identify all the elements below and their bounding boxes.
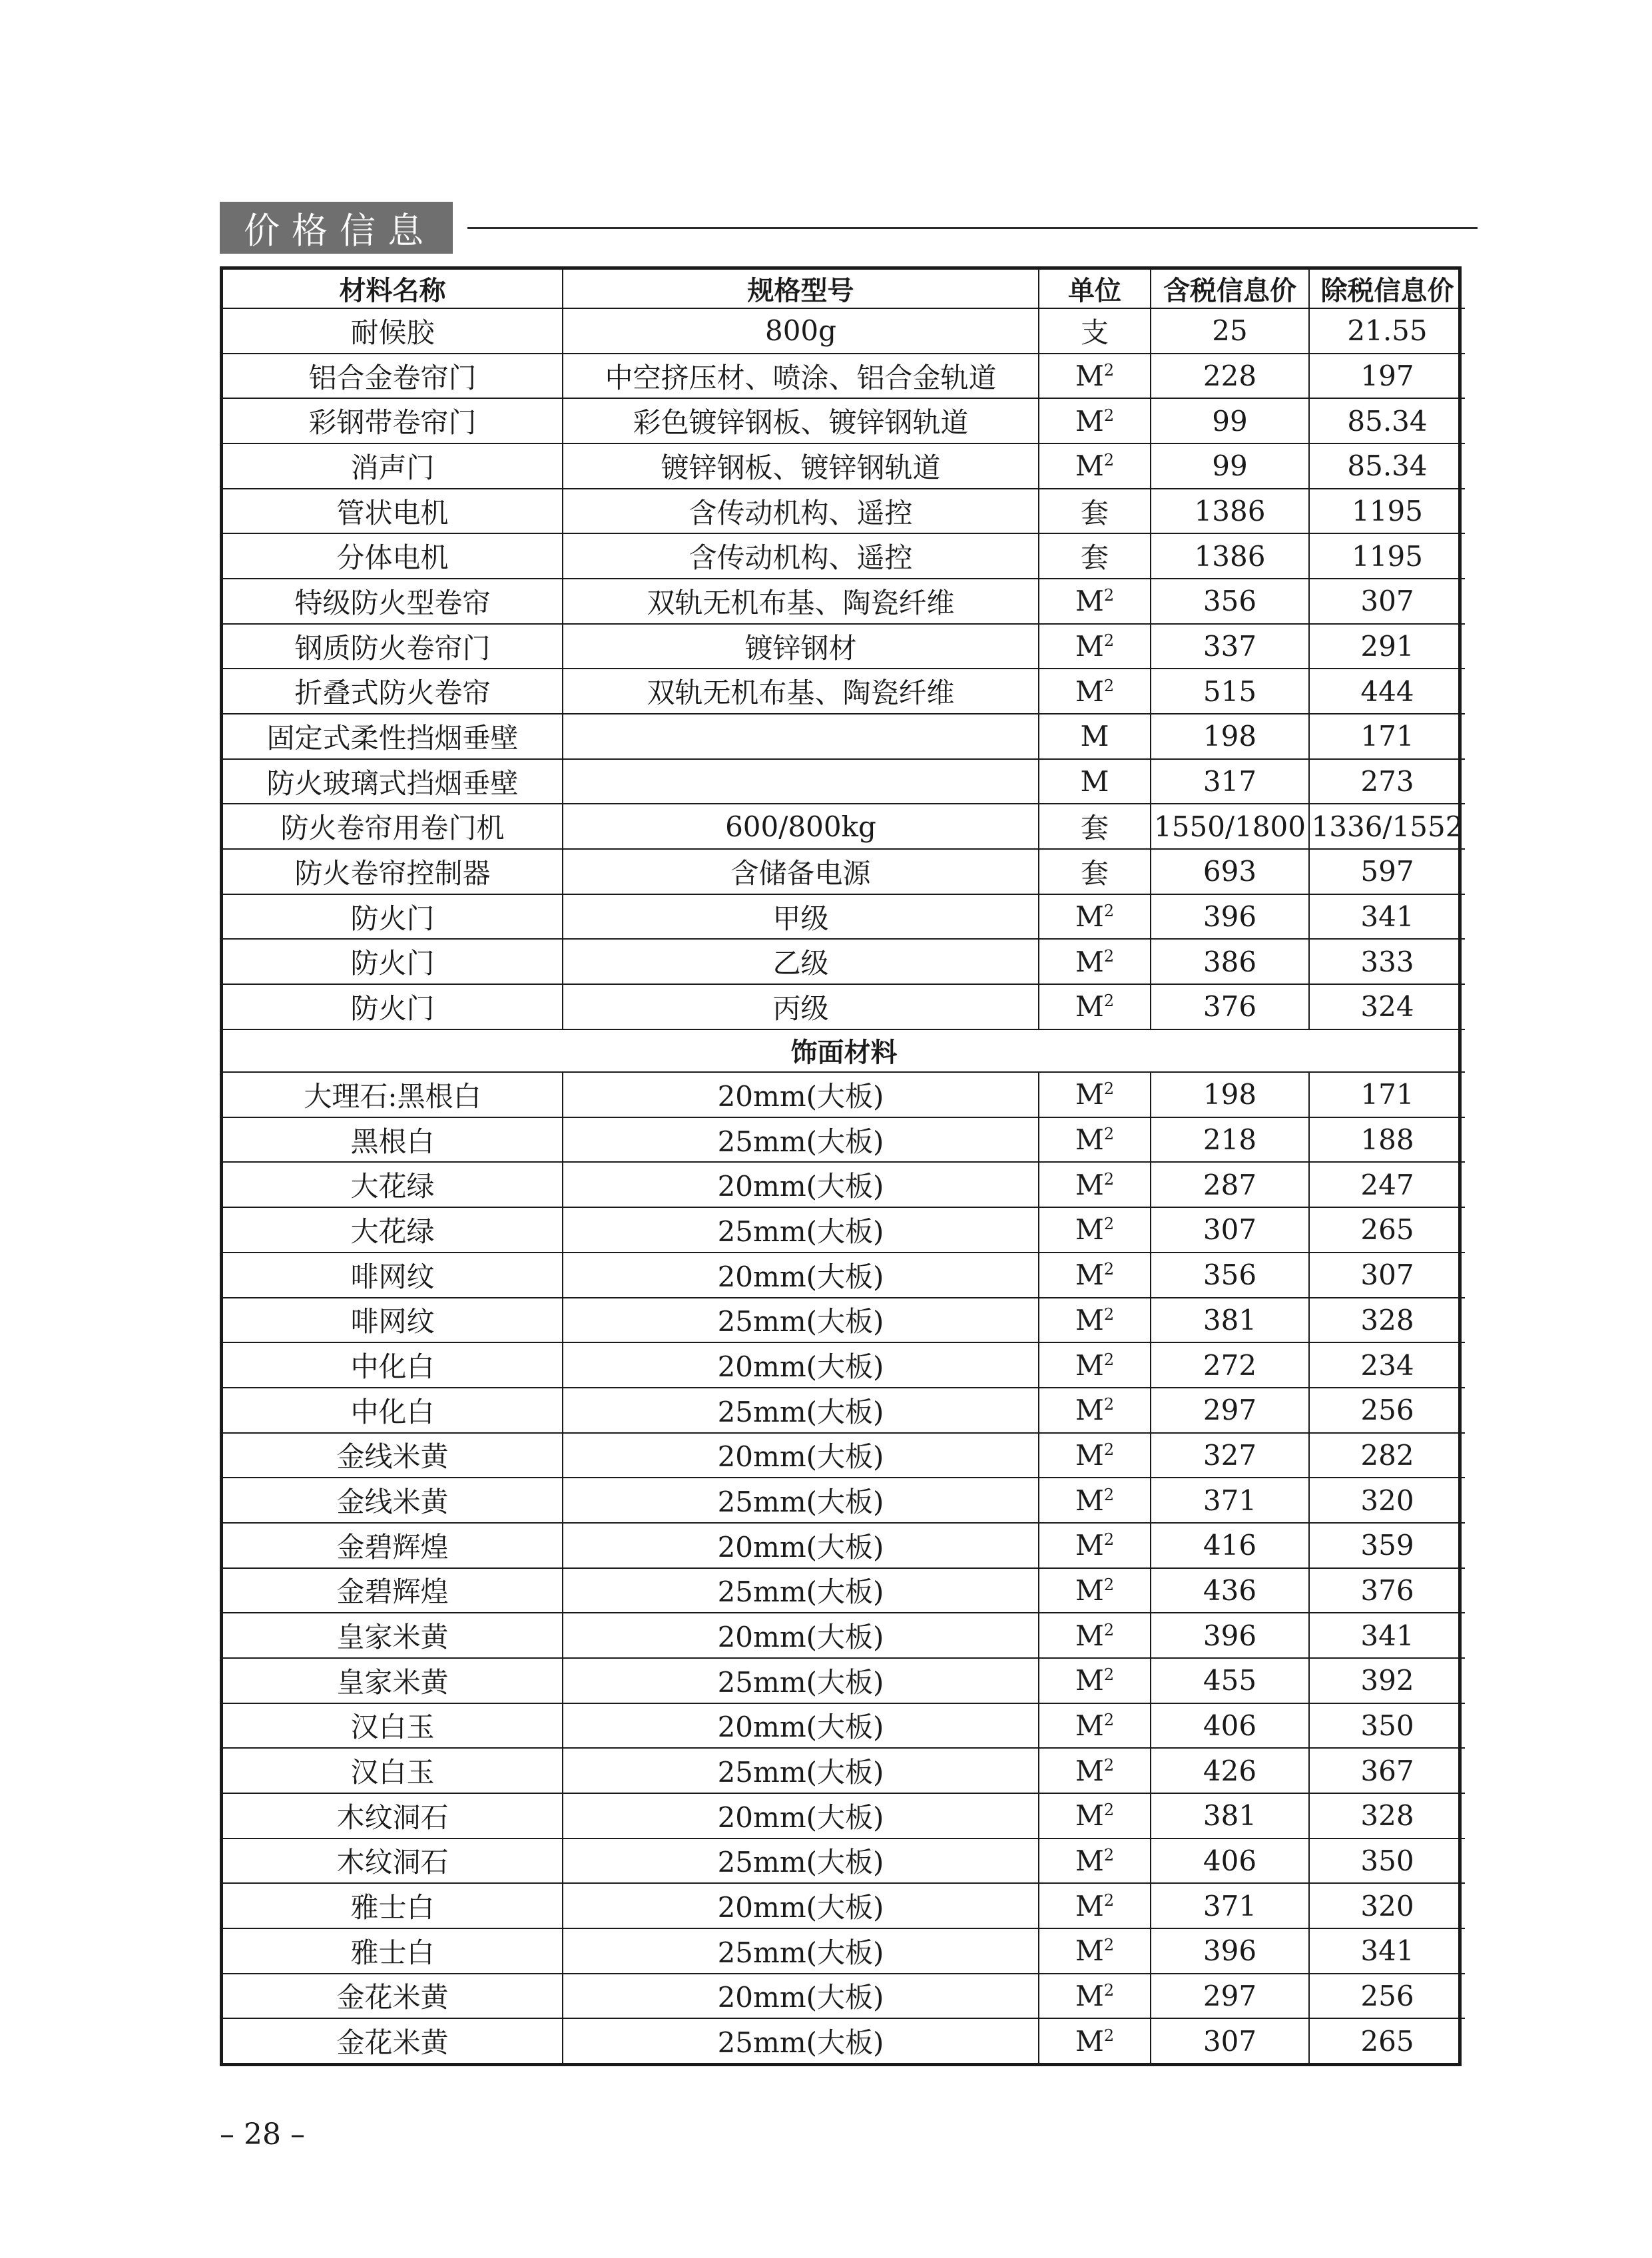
spec-cell: 20mm(大板) xyxy=(563,1883,1039,1928)
unit-cell: $M^2$ xyxy=(1039,1928,1151,1974)
table-header-row xyxy=(223,270,1465,308)
price-without-tax-cell: 291 xyxy=(1309,624,1465,669)
material-name-cell: 管状电机 xyxy=(223,489,563,534)
unit-cell: $M^2$ xyxy=(1039,1748,1151,1793)
unit-cell: 套 xyxy=(1039,804,1151,849)
table-row xyxy=(223,1207,1465,1253)
price-without-tax-cell: 307 xyxy=(1309,1253,1465,1298)
column-header-price-without-tax: 除税信息价 xyxy=(1309,270,1465,308)
table-row xyxy=(223,1342,1465,1388)
table-row xyxy=(223,443,1465,489)
material-name-cell: 防火卷帘用卷门机 xyxy=(223,804,563,849)
table-row xyxy=(223,1703,1465,1749)
table-row xyxy=(223,579,1465,624)
price-without-tax-cell: 85.34 xyxy=(1309,443,1465,489)
unit-cell: $M^2$ xyxy=(1039,669,1151,714)
unit-cell: $M^2$ xyxy=(1039,1342,1151,1388)
spec-cell: 彩色镀锌钢板、镀锌钢轨道 xyxy=(563,398,1039,443)
unit-cell: $M^2$ xyxy=(1039,1388,1151,1433)
table-row xyxy=(223,894,1465,940)
material-name-cell: 皇家米黄 xyxy=(223,1613,563,1658)
price-without-tax-cell: 197 xyxy=(1309,354,1465,399)
unit-cell: $M^2$ xyxy=(1039,1793,1151,1838)
unit-cell: $M^2$ xyxy=(1039,398,1151,443)
table-row xyxy=(223,489,1465,534)
table-row xyxy=(223,1433,1465,1478)
unit-cell: $M^2$ xyxy=(1039,1298,1151,1343)
table-row xyxy=(223,804,1465,849)
price-with-tax-cell: 396 xyxy=(1151,1928,1309,1974)
price-with-tax-cell: 356 xyxy=(1151,579,1309,624)
table-row xyxy=(223,1793,1465,1838)
table-row xyxy=(223,714,1465,759)
material-name-cell: 啡网纹 xyxy=(223,1253,563,1298)
price-without-tax-cell: 282 xyxy=(1309,1433,1465,1478)
price-without-tax-cell: 1195 xyxy=(1309,489,1465,534)
price-with-tax-cell: 515 xyxy=(1151,669,1309,714)
price-with-tax-cell: 307 xyxy=(1151,2018,1309,2063)
table-row xyxy=(223,1838,1465,1884)
spec-cell: 20mm(大板) xyxy=(563,1703,1039,1749)
material-name-cell: 特级防火型卷帘 xyxy=(223,579,563,624)
unit-cell: 套 xyxy=(1039,489,1151,534)
unit-cell: 套 xyxy=(1039,849,1151,894)
unit-cell: $M^2$ xyxy=(1039,1658,1151,1703)
column-header-spec: 规格型号 xyxy=(563,270,1039,308)
price-without-tax-cell: 171 xyxy=(1309,1072,1465,1117)
price-without-tax-cell: 21.55 xyxy=(1309,308,1465,354)
price-without-tax-cell: 350 xyxy=(1309,1838,1465,1884)
table-body xyxy=(223,308,1465,2063)
material-name-cell: 金碧辉煌 xyxy=(223,1523,563,1568)
material-name-cell: 啡网纹 xyxy=(223,1298,563,1343)
material-name-cell: 汉白玉 xyxy=(223,1703,563,1749)
table-row xyxy=(223,1117,1465,1163)
material-name-cell: 消声门 xyxy=(223,443,563,489)
price-with-tax-cell: 396 xyxy=(1151,1613,1309,1658)
price-without-tax-cell: 273 xyxy=(1309,759,1465,804)
price-with-tax-cell: 371 xyxy=(1151,1478,1309,1523)
table-row xyxy=(223,939,1465,984)
material-name-cell: 防火卷帘控制器 xyxy=(223,849,563,894)
section-label: 饰面材料 xyxy=(223,1029,1465,1072)
table-row xyxy=(223,533,1465,579)
table-row xyxy=(223,1883,1465,1928)
table-row xyxy=(223,984,1465,1029)
price-without-tax-cell: 256 xyxy=(1309,1388,1465,1433)
unit-cell: $M^2$ xyxy=(1039,1523,1151,1568)
material-name-cell: 雅士白 xyxy=(223,1883,563,1928)
material-name-cell: 大花绿 xyxy=(223,1162,563,1207)
table-row xyxy=(223,849,1465,894)
spec-cell: 25mm(大板) xyxy=(563,1478,1039,1523)
table-row xyxy=(223,354,1465,399)
unit-cell: $M^2$ xyxy=(1039,2018,1151,2063)
price-without-tax-cell: 256 xyxy=(1309,1974,1465,2019)
unit-cell: M xyxy=(1039,759,1151,804)
spec-cell: 中空挤压材、喷涂、铝合金轨道 xyxy=(563,354,1039,399)
material-name-cell: 金花米黄 xyxy=(223,1974,563,2019)
price-without-tax-cell: 333 xyxy=(1309,939,1465,984)
material-name-cell: 金花米黄 xyxy=(223,2018,563,2063)
unit-cell: $M^2$ xyxy=(1039,1478,1151,1523)
price-with-tax-cell: 436 xyxy=(1151,1568,1309,1613)
material-name-cell: 耐候胶 xyxy=(223,308,563,354)
material-name-cell: 木纹洞石 xyxy=(223,1793,563,1838)
material-name-cell: 防火门 xyxy=(223,984,563,1029)
table-row xyxy=(223,1253,1465,1298)
table-row xyxy=(223,1928,1465,1974)
spec-cell: 双轨无机布基、陶瓷纤维 xyxy=(563,579,1039,624)
price-without-tax-cell: 392 xyxy=(1309,1658,1465,1703)
spec-cell xyxy=(563,759,1039,804)
material-name-cell: 防火玻璃式挡烟垂壁 xyxy=(223,759,563,804)
material-name-cell: 雅士白 xyxy=(223,1928,563,1974)
unit-cell: $M^2$ xyxy=(1039,1974,1151,2019)
price-without-tax-cell: 320 xyxy=(1309,1478,1465,1523)
material-name-cell: 金线米黄 xyxy=(223,1433,563,1478)
price-with-tax-cell: 218 xyxy=(1151,1117,1309,1163)
price-table xyxy=(223,270,1465,2063)
spec-cell: 20mm(大板) xyxy=(563,1072,1039,1117)
price-with-tax-cell: 416 xyxy=(1151,1523,1309,1568)
unit-cell: $M^2$ xyxy=(1039,1883,1151,1928)
column-header-unit: 单位 xyxy=(1039,270,1151,308)
unit-cell: $M^2$ xyxy=(1039,1613,1151,1658)
unit-cell: $M^2$ xyxy=(1039,1703,1151,1749)
spec-cell: 含传动机构、遥控 xyxy=(563,489,1039,534)
table-row xyxy=(223,1748,1465,1793)
price-with-tax-cell: 198 xyxy=(1151,714,1309,759)
unit-cell: $M^2$ xyxy=(1039,1433,1151,1478)
price-without-tax-cell: 376 xyxy=(1309,1568,1465,1613)
table-row xyxy=(223,1523,1465,1568)
unit-cell: $M^2$ xyxy=(1039,1117,1151,1163)
price-without-tax-cell: 341 xyxy=(1309,1928,1465,1974)
price-without-tax-cell: 307 xyxy=(1309,579,1465,624)
price-with-tax-cell: 272 xyxy=(1151,1342,1309,1388)
material-name-cell: 大花绿 xyxy=(223,1207,563,1253)
spec-cell xyxy=(563,714,1039,759)
price-with-tax-cell: 406 xyxy=(1151,1838,1309,1884)
price-with-tax-cell: 371 xyxy=(1151,1883,1309,1928)
price-without-tax-cell: 234 xyxy=(1309,1342,1465,1388)
price-without-tax-cell: 341 xyxy=(1309,1613,1465,1658)
material-name-cell: 黑根白 xyxy=(223,1117,563,1163)
price-without-tax-cell: 1336/1552 xyxy=(1309,804,1465,849)
table-row xyxy=(223,1568,1465,1613)
material-name-cell: 皇家米黄 xyxy=(223,1658,563,1703)
price-with-tax-cell: 1386 xyxy=(1151,489,1309,534)
unit-cell: $M^2$ xyxy=(1039,1072,1151,1117)
page-number: – 28 – xyxy=(220,2117,305,2151)
price-without-tax-cell: 341 xyxy=(1309,894,1465,940)
spec-cell: 25mm(大板) xyxy=(563,1568,1039,1613)
table-row xyxy=(223,1072,1465,1117)
table-row xyxy=(223,1974,1465,2019)
material-name-cell: 汉白玉 xyxy=(223,1748,563,1793)
price-without-tax-cell: 328 xyxy=(1309,1298,1465,1343)
table-row xyxy=(223,308,1465,354)
price-without-tax-cell: 328 xyxy=(1309,1793,1465,1838)
table-row xyxy=(223,2018,1465,2063)
table-row xyxy=(223,1478,1465,1523)
spec-cell: 25mm(大板) xyxy=(563,1658,1039,1703)
material-name-cell: 防火门 xyxy=(223,894,563,940)
section-title: 价格信息 xyxy=(220,202,453,254)
unit-cell: $M^2$ xyxy=(1039,1162,1151,1207)
price-with-tax-cell: 455 xyxy=(1151,1658,1309,1703)
price-with-tax-cell: 287 xyxy=(1151,1162,1309,1207)
price-without-tax-cell: 247 xyxy=(1309,1162,1465,1207)
material-name-cell: 固定式柔性挡烟垂壁 xyxy=(223,714,563,759)
table-row xyxy=(223,1388,1465,1433)
material-name-cell: 防火门 xyxy=(223,939,563,984)
material-name-cell: 折叠式防火卷帘 xyxy=(223,669,563,714)
section-header xyxy=(220,202,1478,254)
table-row xyxy=(223,624,1465,669)
price-with-tax-cell: 381 xyxy=(1151,1793,1309,1838)
price-without-tax-cell: 1195 xyxy=(1309,533,1465,579)
unit-cell: $M^2$ xyxy=(1039,1253,1151,1298)
price-without-tax-cell: 350 xyxy=(1309,1703,1465,1749)
price-without-tax-cell: 171 xyxy=(1309,714,1465,759)
unit-cell: $M^2$ xyxy=(1039,1838,1151,1884)
spec-cell: 25mm(大板) xyxy=(563,1928,1039,1974)
spec-cell: 25mm(大板) xyxy=(563,1838,1039,1884)
column-header-name: 材料名称 xyxy=(223,270,563,308)
price-without-tax-cell: 320 xyxy=(1309,1883,1465,1928)
spec-cell: 含传动机构、遥控 xyxy=(563,533,1039,579)
unit-cell: M xyxy=(1039,714,1151,759)
spec-cell: 20mm(大板) xyxy=(563,1342,1039,1388)
price-with-tax-cell: 386 xyxy=(1151,939,1309,984)
price-with-tax-cell: 317 xyxy=(1151,759,1309,804)
spec-cell: 25mm(大板) xyxy=(563,2018,1039,2063)
spec-cell: 25mm(大板) xyxy=(563,1207,1039,1253)
price-without-tax-cell: 367 xyxy=(1309,1748,1465,1793)
spec-cell: 含储备电源 xyxy=(563,849,1039,894)
spec-cell: 20mm(大板) xyxy=(563,1253,1039,1298)
price-with-tax-cell: 198 xyxy=(1151,1072,1309,1117)
spec-cell: 25mm(大板) xyxy=(563,1298,1039,1343)
unit-cell: $M^2$ xyxy=(1039,984,1151,1029)
spec-cell: 甲级 xyxy=(563,894,1039,940)
section-row xyxy=(223,1029,1465,1072)
price-with-tax-cell: 307 xyxy=(1151,1207,1309,1253)
spec-cell: 20mm(大板) xyxy=(563,1433,1039,1478)
table-row xyxy=(223,398,1465,443)
table-row xyxy=(223,1613,1465,1658)
material-name-cell: 中化白 xyxy=(223,1342,563,1388)
price-with-tax-cell: 297 xyxy=(1151,1388,1309,1433)
price-without-tax-cell: 444 xyxy=(1309,669,1465,714)
price-with-tax-cell: 1386 xyxy=(1151,533,1309,579)
unit-cell: $M^2$ xyxy=(1039,894,1151,940)
unit-cell: $M^2$ xyxy=(1039,624,1151,669)
material-name-cell: 木纹洞石 xyxy=(223,1838,563,1884)
spec-cell: 25mm(大板) xyxy=(563,1748,1039,1793)
price-with-tax-cell: 99 xyxy=(1151,443,1309,489)
spec-cell: 镀锌钢板、镀锌钢轨道 xyxy=(563,443,1039,489)
material-name-cell: 金碧辉煌 xyxy=(223,1568,563,1613)
spec-cell: 600/800kg xyxy=(563,804,1039,849)
material-name-cell: 彩钢带卷帘门 xyxy=(223,398,563,443)
unit-cell: 套 xyxy=(1039,533,1151,579)
price-without-tax-cell: 359 xyxy=(1309,1523,1465,1568)
unit-cell: $M^2$ xyxy=(1039,939,1151,984)
material-name-cell: 钢质防火卷帘门 xyxy=(223,624,563,669)
material-name-cell: 铝合金卷帘门 xyxy=(223,354,563,399)
spec-cell: 25mm(大板) xyxy=(563,1117,1039,1163)
header-rule xyxy=(467,227,1478,229)
price-with-tax-cell: 1550/1800 xyxy=(1151,804,1309,849)
spec-cell: 双轨无机布基、陶瓷纤维 xyxy=(563,669,1039,714)
price-without-tax-cell: 265 xyxy=(1309,2018,1465,2063)
material-name-cell: 金线米黄 xyxy=(223,1478,563,1523)
price-with-tax-cell: 426 xyxy=(1151,1748,1309,1793)
price-table-container xyxy=(220,266,1462,2066)
price-with-tax-cell: 297 xyxy=(1151,1974,1309,2019)
spec-cell: 20mm(大板) xyxy=(563,1523,1039,1568)
unit-cell: $M^2$ xyxy=(1039,443,1151,489)
unit-cell: $M^2$ xyxy=(1039,579,1151,624)
spec-cell: 20mm(大板) xyxy=(563,1793,1039,1838)
table-row xyxy=(223,759,1465,804)
spec-cell: 乙级 xyxy=(563,939,1039,984)
price-without-tax-cell: 324 xyxy=(1309,984,1465,1029)
table-row xyxy=(223,669,1465,714)
price-with-tax-cell: 25 xyxy=(1151,308,1309,354)
material-name-cell: 分体电机 xyxy=(223,533,563,579)
price-without-tax-cell: 265 xyxy=(1309,1207,1465,1253)
price-without-tax-cell: 85.34 xyxy=(1309,398,1465,443)
spec-cell: 20mm(大板) xyxy=(563,1974,1039,2019)
spec-cell: 20mm(大板) xyxy=(563,1613,1039,1658)
material-name-cell: 中化白 xyxy=(223,1388,563,1433)
unit-cell: $M^2$ xyxy=(1039,1568,1151,1613)
price-with-tax-cell: 337 xyxy=(1151,624,1309,669)
spec-cell: 800g xyxy=(563,308,1039,354)
spec-cell: 20mm(大板) xyxy=(563,1162,1039,1207)
price-without-tax-cell: 597 xyxy=(1309,849,1465,894)
spec-cell: 丙级 xyxy=(563,984,1039,1029)
table-row xyxy=(223,1658,1465,1703)
price-with-tax-cell: 99 xyxy=(1151,398,1309,443)
price-with-tax-cell: 327 xyxy=(1151,1433,1309,1478)
price-without-tax-cell: 188 xyxy=(1309,1117,1465,1163)
spec-cell: 镀锌钢材 xyxy=(563,624,1039,669)
unit-cell: $M^2$ xyxy=(1039,354,1151,399)
price-with-tax-cell: 693 xyxy=(1151,849,1309,894)
price-with-tax-cell: 376 xyxy=(1151,984,1309,1029)
spec-cell: 25mm(大板) xyxy=(563,1388,1039,1433)
price-with-tax-cell: 381 xyxy=(1151,1298,1309,1343)
price-with-tax-cell: 228 xyxy=(1151,354,1309,399)
unit-cell: $M^2$ xyxy=(1039,1207,1151,1253)
unit-cell: 支 xyxy=(1039,308,1151,354)
price-with-tax-cell: 396 xyxy=(1151,894,1309,940)
price-with-tax-cell: 356 xyxy=(1151,1253,1309,1298)
table-row xyxy=(223,1298,1465,1343)
column-header-price-with-tax: 含税信息价 xyxy=(1151,270,1309,308)
material-name-cell: 大理石:黑根白 xyxy=(223,1072,563,1117)
table-row xyxy=(223,1162,1465,1207)
price-with-tax-cell: 406 xyxy=(1151,1703,1309,1749)
